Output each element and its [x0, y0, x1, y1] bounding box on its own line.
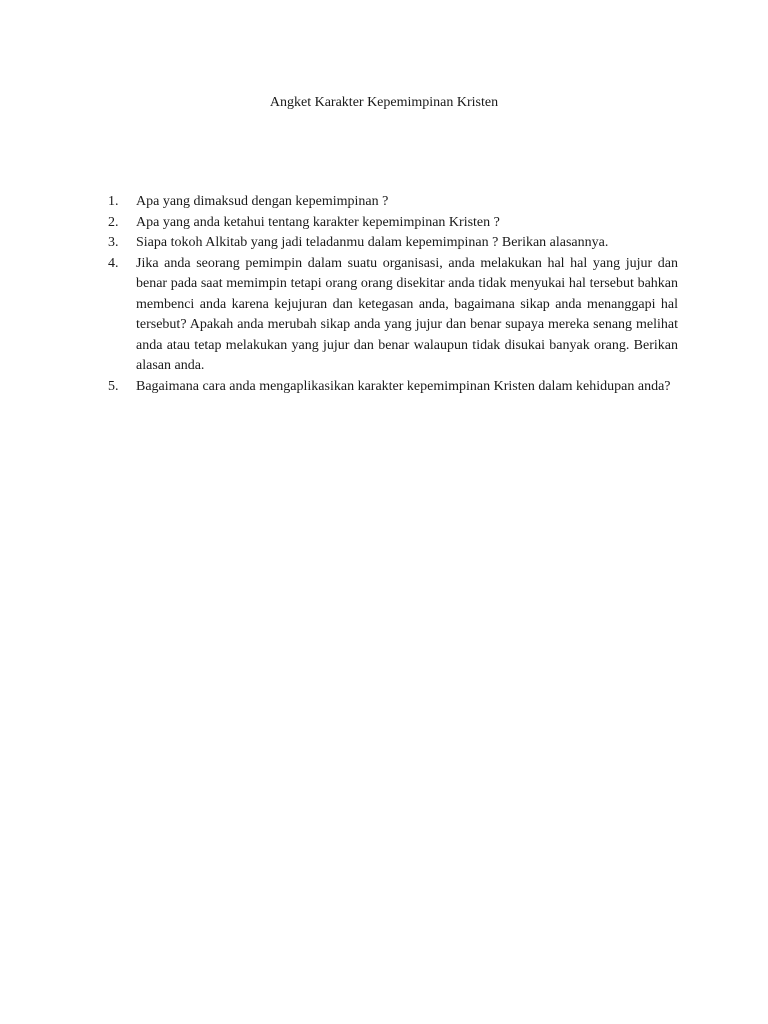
question-number: 5.	[108, 378, 119, 394]
question-item	[108, 192, 678, 213]
document-title: Angket Karakter Kepemimpinan Kristen	[269, 95, 499, 110]
question-item	[108, 213, 678, 234]
question-text: Apa yang dimaksud dengan kepemimpinan ?	[136, 194, 389, 209]
question-item	[108, 377, 678, 398]
question-number: 4.	[108, 255, 119, 271]
question-text: Siapa tokoh Alkitab yang jadi teladanmu dalam kepemimpinan ? Berikan alasannya.	[136, 235, 609, 250]
question-item	[108, 254, 678, 377]
question-list	[108, 192, 678, 397]
question-text: Jika anda seorang pemimpin dalam suatu organisasi, anda melakukan hal hal yang jujur dan benar pada saat memimpin tetapi orang orang disekitar anda tidak menyukai hal tersebut bahkan membenci anda karena kejujuran dan ketegasan anda, bagaimana sikap anda menanggapi hal tersebut? Apakah anda merubah sikap anda yang jujur dan benar supaya mereka senang melihat anda atau tetap melakukan yang jujur dan benar walaupun tidak disukai banyak orang. Berikan alasan anda.	[136, 255, 678, 373]
question-text: Bagaimana cara anda mengaplikasikan karakter kepemimpinan Kristen dalam kehidupan anda?	[136, 378, 671, 394]
question-item	[108, 233, 678, 254]
question-number: 2.	[108, 214, 119, 230]
question-number: 1.	[108, 194, 119, 209]
question-number: 3.	[108, 235, 119, 250]
question-text: Apa yang anda ketahui tentang karakter kepemimpinan Kristen ?	[136, 214, 500, 230]
